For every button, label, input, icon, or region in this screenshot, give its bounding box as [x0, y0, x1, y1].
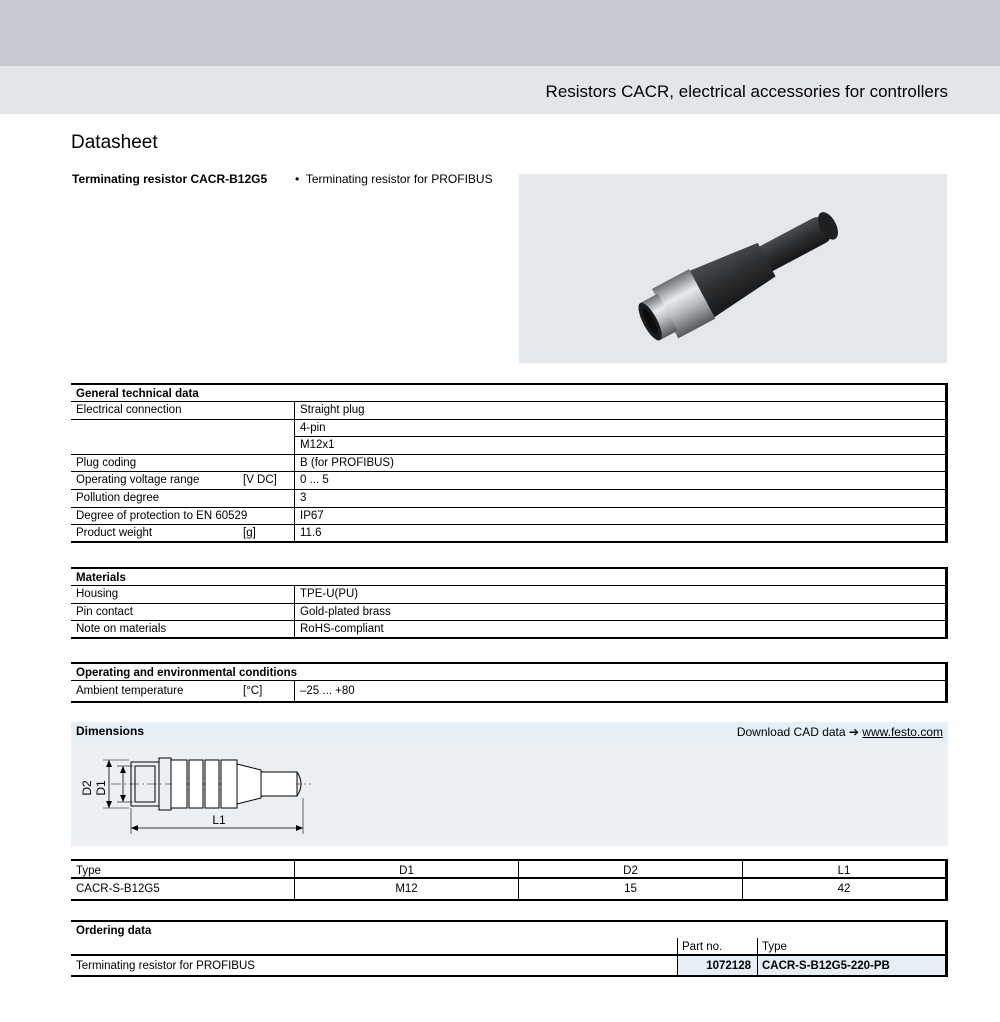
ordering-data-table — [71, 920, 948, 977]
row-label — [71, 437, 295, 454]
cell-d1: M12 — [295, 879, 519, 899]
row-value: TPE-U(PU) — [300, 588, 359, 600]
header-title: Resistors CACR, electrical accessories for controllers — [545, 82, 948, 101]
row-value: Straight plug — [300, 404, 365, 416]
cell-type: CACR-S-B12G5 — [71, 879, 295, 899]
col-header-l1: L1 — [837, 865, 851, 877]
order-part-number: 1072128 — [678, 956, 758, 975]
row-label-text: Operating voltage range — [76, 474, 200, 487]
product-feature: • Terminating resistor for PROFIBUS — [295, 172, 493, 186]
row-label: Pin contact — [71, 604, 295, 621]
row-unit: [V DC] — [243, 474, 277, 487]
table-row — [71, 956, 948, 977]
operating-conditions-title: Operating and environmental conditions — [71, 662, 948, 681]
col-header-type: Type — [71, 861, 295, 877]
row-label: Note on materials — [71, 621, 295, 637]
row-label: Degree of protection to EN 60529 — [71, 508, 295, 525]
dimension-drawing — [71, 742, 948, 846]
general-technical-data-table — [71, 383, 948, 543]
row-unit: [g] — [243, 527, 256, 540]
col-header-description — [71, 938, 678, 954]
row-value: IP67 — [300, 509, 324, 522]
materials-table — [71, 567, 948, 639]
row-value: 0 ... 5 — [300, 474, 329, 487]
row-unit: [°C] — [243, 685, 263, 697]
row-label: Pollution degree — [71, 490, 295, 507]
connector-dimension-drawing — [71, 742, 948, 846]
d2-label: D2 — [80, 780, 94, 796]
row-label: Housing — [71, 586, 295, 603]
operating-conditions-table — [71, 662, 948, 703]
dimension-table — [71, 859, 948, 901]
row-value: 11.6 — [300, 527, 322, 540]
col-header-d1: D1 — [295, 861, 519, 877]
connector-image — [519, 174, 947, 363]
row-value: Gold-plated brass — [300, 605, 391, 618]
table-row — [71, 586, 948, 604]
table-row — [71, 420, 948, 438]
row-value: B (for PROFIBUS) — [300, 456, 394, 469]
table-row — [71, 472, 948, 490]
table-row — [71, 879, 948, 901]
table-row — [71, 621, 948, 639]
dimensions-title: Dimensions — [76, 724, 145, 738]
cad-download-text: Download CAD data ➔ — [736, 725, 859, 739]
order-description: Terminating resistor for PROFIBUS — [71, 956, 678, 975]
row-value: M12x1 — [300, 439, 335, 452]
general-technical-data-title: General technical data — [71, 383, 948, 402]
row-value: RoHS-compliant — [300, 623, 384, 636]
row-label — [71, 472, 295, 489]
table-row — [71, 490, 948, 508]
col-header-d2: D2 — [519, 861, 743, 877]
table-row — [71, 508, 948, 526]
row-label: Electrical connection — [71, 402, 295, 419]
product-feature-text: Terminating resistor for PROFIBUS — [305, 172, 493, 186]
cell-l1: 42 — [837, 883, 851, 895]
row-value: 3 — [300, 491, 307, 504]
d1-label: D1 — [94, 780, 108, 796]
dimension-table-header — [71, 859, 948, 879]
row-label-text: Ambient temperature — [76, 685, 184, 697]
row-label: Plug coding — [71, 455, 295, 472]
table-row — [71, 525, 948, 543]
row-value: –25 ... +80 — [300, 685, 355, 697]
top-band — [0, 0, 1000, 66]
row-label — [71, 420, 295, 438]
table-row — [71, 455, 948, 473]
l1-label: L1 — [212, 813, 226, 827]
product-photo — [519, 174, 947, 363]
cad-download-link[interactable]: www.festo.com — [862, 725, 943, 739]
col-header-part-no: Part no. — [678, 938, 758, 954]
page-title: Datasheet — [71, 132, 158, 153]
cad-download — [737, 725, 943, 739]
table-row — [71, 681, 948, 703]
ordering-data-title: Ordering data — [71, 920, 948, 938]
cell-d2: 15 — [519, 879, 743, 899]
row-label — [71, 681, 295, 701]
col-header-type: Type — [762, 941, 787, 953]
table-row — [71, 437, 948, 455]
ordering-column-header — [71, 938, 948, 956]
row-label-text: Product weight — [76, 527, 153, 540]
table-row — [71, 402, 948, 420]
product-name: Terminating resistor CACR-B12G5 — [72, 172, 268, 186]
row-value: 4-pin — [295, 420, 945, 438]
table-row — [71, 604, 948, 622]
row-label — [71, 525, 295, 541]
order-type: CACR-S-B12G5-220-PB — [758, 956, 945, 975]
materials-title: Materials — [71, 567, 948, 586]
